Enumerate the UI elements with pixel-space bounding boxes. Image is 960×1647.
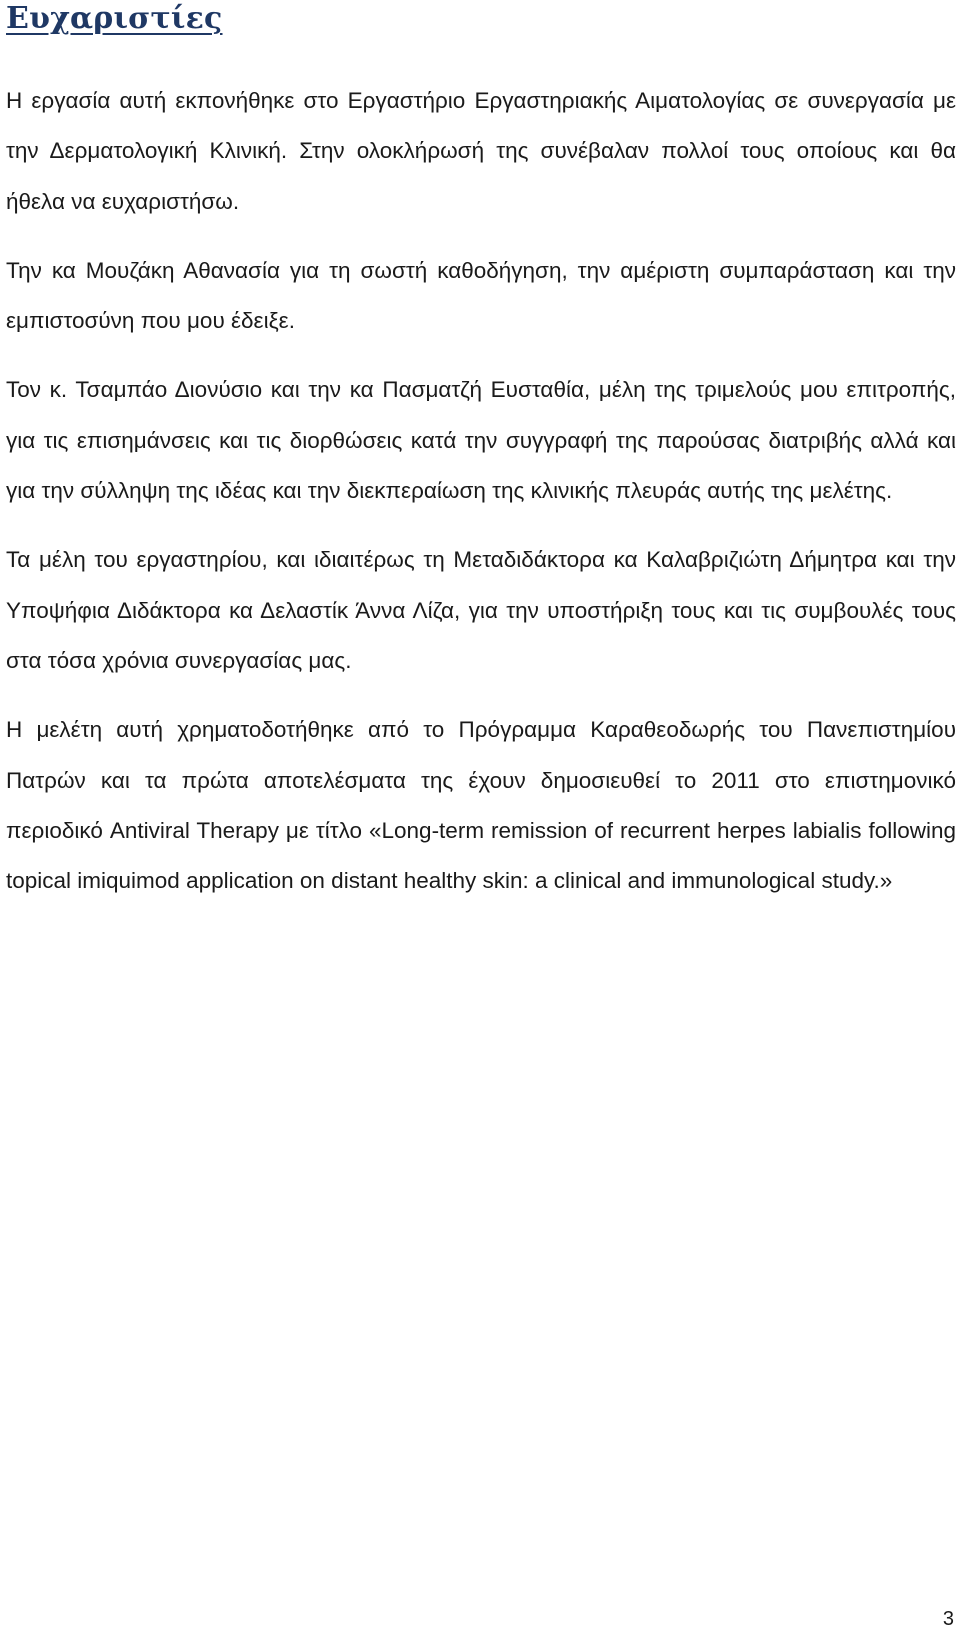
page-title: Ευχαριστίες — [6, 1, 223, 36]
paragraph-committee: Τον κ. Τσαμπάο Διονύσιο και την κα Πασματζή Ευσταθία, μέλη της τριμελούς μου επιτροπής, για τις επισημάνσεις και τις διορθώσεις κατά την συγγραφή της παρούσας διατριβής αλλά και για την σύλληψη της ιδέας και την διεκπεραίωση της κλινικής πλευράς αυτής της μελέτης. — [6, 377, 956, 504]
page-number: 3 — [942, 1608, 954, 1630]
document-body — [6, 76, 956, 925]
paragraph-funding: Η μελέτη αυτή χρηματοδοτήθηκε από το Πρόγραμμα Καραθεοδωρής του Πανεπιστημίου Πατρών και τα πρώτα αποτελέσματα της έχουν δημοσιευθεί το 2011 στο επιστημονικό περιοδικό Antiviral Therapy με τίτλο «Long-term remission of recurrent herpes labialis following topical imiquimod application on distant healthy skin: a clinical and immunological study.» — [6, 717, 956, 894]
paragraph-lab-members: Τα μέλη του εργαστηρίου, και ιδιαιτέρως τη Μεταδιδάκτορα κα Καλαβριζιώτη Δήμητρα και την Υποψήφια Διδάκτορα κα Δελαστίκ Άννα Λίζα, για την υποστήριξη τους και τις συμβουλές τους στα τόσα χρόνια συνεργασίας μας. — [6, 547, 956, 673]
paragraph-intro: Η εργασία αυτή εκπονήθηκε στο Εργαστήριο Εργαστηριακής Αιματολογίας σε συνεργασία με την Δερματολογική Κλινική. Στην ολοκλήρωσή της συνέβαλαν πολλοί τους οποίους και θα ήθελα να ευχαριστήσω. — [6, 88, 956, 214]
paragraph-supervisor: Την κα Μουζάκη Αθανασία για τη σωστή καθοδήγηση, την αμέριστη συμπαράσταση και την εμπιστοσύνη που μου έδειξε. — [6, 257, 956, 334]
